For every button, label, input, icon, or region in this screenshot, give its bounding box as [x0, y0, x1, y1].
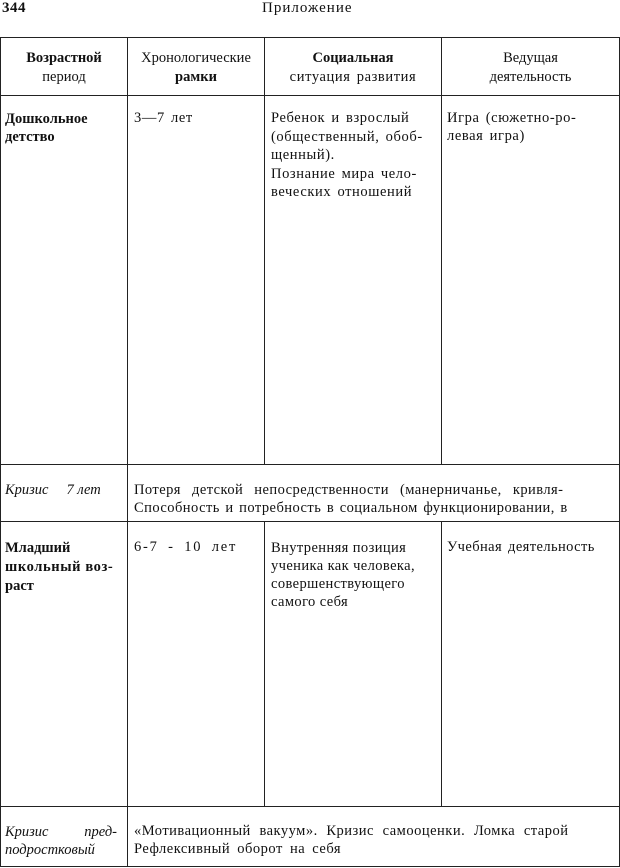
col3-divider-primary — [441, 521, 442, 807]
header-age-period-line2: период — [42, 69, 86, 85]
header-age-period — [1, 49, 127, 87]
col2-divider-header — [264, 37, 265, 465]
preschool-row-bottom-border — [0, 464, 620, 465]
page-number: 344 — [2, 0, 26, 16]
crisis-preteen-label-line1 — [5, 823, 117, 841]
crisis7-text-line: Способность и потребность в социальном функционировании, в — [134, 500, 568, 516]
col1-divider — [127, 37, 128, 867]
primary-period-line: раст — [5, 578, 34, 594]
header-age-period-line1: Возрастной — [26, 50, 102, 66]
primary-situation-line: Внутренняя позиция — [271, 540, 407, 556]
primary-period — [5, 539, 125, 596]
crisis7-text-line: Потеря детской непосредственности (манерничанье, кривля- — [134, 482, 564, 498]
crisis-preteen-label — [5, 823, 117, 859]
crisis7-label-age: 7 лет — [66, 482, 101, 498]
header-leading-line1: Ведущая — [503, 50, 558, 66]
primary-row-bottom-border — [0, 806, 620, 807]
preschool-activity — [447, 109, 576, 145]
preschool-situation-line: веческих отношений — [271, 184, 413, 200]
primary-situation-line: ученика как человека, — [271, 558, 416, 574]
crisis-preteen-label-word: Кризис — [5, 824, 49, 840]
header-social-line2: ситуация развития — [289, 69, 417, 85]
crisis-preteen-text — [134, 822, 618, 858]
col2-divider-primary — [264, 521, 265, 807]
primary-period-line: Младший — [5, 540, 71, 556]
header-bottom-border — [0, 95, 620, 96]
header-social-line1: Социальная — [312, 50, 394, 66]
table-bottom-border — [0, 866, 620, 867]
primary-situation-line: самого себя — [271, 594, 349, 610]
crisis7-row-bottom-border — [0, 521, 620, 522]
crisis-preteen-text-line: Рефлексивный оборот на себя — [134, 841, 342, 857]
crisis7-text — [134, 481, 618, 517]
primary-activity: Учебная деятельность — [447, 539, 595, 555]
header-social-situation — [265, 49, 441, 87]
preschool-situation-line: щенный). — [271, 147, 335, 163]
header-chronological-line2: рамки — [175, 69, 217, 85]
header-chronological-line1: Хронологические — [141, 50, 251, 66]
table-top-border — [0, 37, 620, 38]
preschool-period — [5, 110, 125, 146]
header-chronological-frame — [128, 49, 264, 87]
preschool-situation-line: Ребенок и взрослый — [271, 110, 410, 126]
primary-situation-line: совершенствующего — [271, 576, 405, 592]
preschool-situation — [271, 109, 423, 202]
preschool-activity-line: Игра (сюжетно-ро- — [447, 110, 577, 126]
col3-divider-header — [441, 37, 442, 465]
primary-situation — [271, 539, 415, 611]
crisis7-label — [5, 481, 101, 499]
crisis7-label-word: Кризис — [5, 482, 49, 498]
header-leading-line2: деятельность — [489, 69, 572, 85]
primary-period-line: школьный воз- — [5, 559, 114, 575]
crisis-preteen-text-line: «Мотивационный вакуум». Кризис самооценки. Ломка старой — [134, 823, 569, 839]
preschool-period-line1: Дошкольное — [5, 111, 88, 127]
running-head: Приложение — [262, 0, 353, 16]
crisis-preteen-label-rest: пред- — [84, 824, 117, 840]
preschool-situation-line: (общественный, обоб- — [271, 128, 423, 145]
primary-range: 6-7 - 10 лет — [134, 539, 238, 555]
table-left-border — [0, 37, 1, 867]
crisis-preteen-label-line2: подростковый — [5, 842, 95, 858]
preschool-activity-line: левая игра) — [447, 128, 525, 144]
preschool-period-line2: детство — [5, 129, 55, 145]
preschool-situation-line: Познание мира чело- — [271, 165, 417, 182]
header-leading-activity — [442, 49, 619, 87]
preschool-range: 3—7 лет — [134, 110, 193, 126]
